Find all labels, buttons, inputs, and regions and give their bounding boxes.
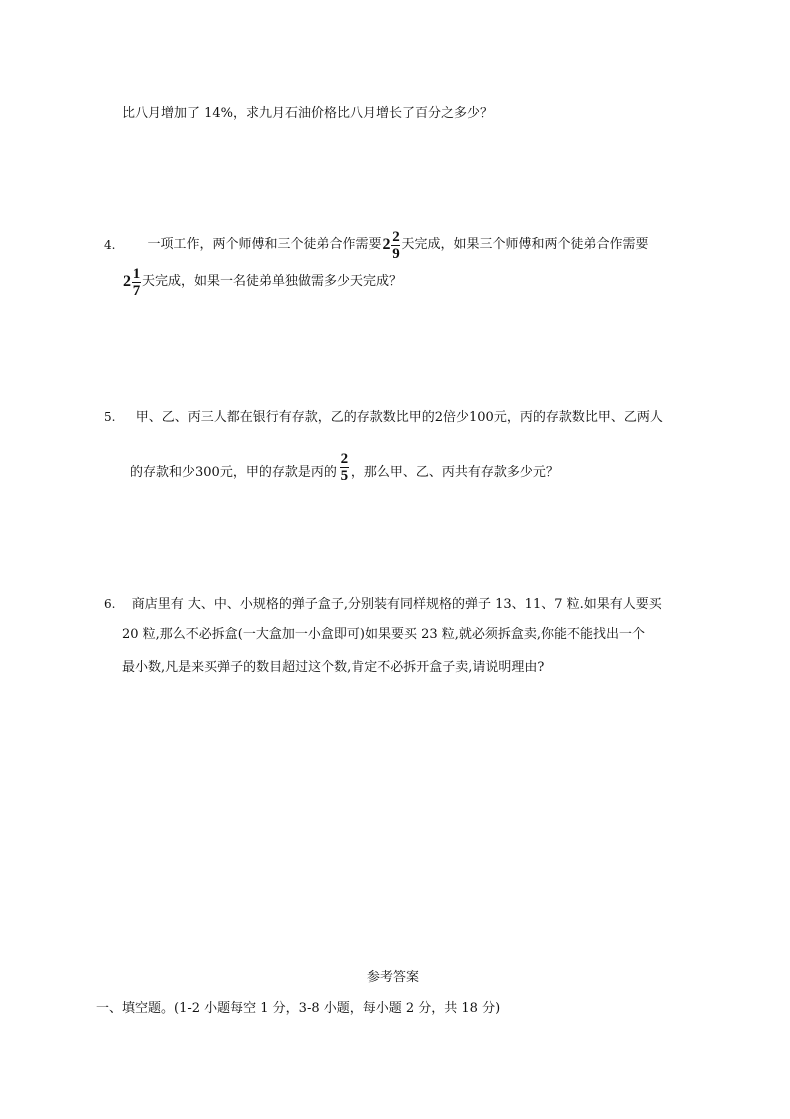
q4-line-2	[122, 267, 402, 297]
q4-text-a: 一项工作，两个师傅和三个徒弟合作需要	[147, 237, 382, 252]
q5-fraction	[340, 452, 349, 483]
answers-title: 参考答案	[367, 970, 420, 985]
q4-mixed-fraction-2	[123, 267, 141, 298]
q5-frac-numerator: 2	[340, 451, 349, 467]
q5-number: 5.	[104, 410, 116, 424]
q6-text-3: 最小数,凡是来买弹子的数目超过这个数,肯定不必拆开盒子卖,请说明理由?	[122, 660, 545, 675]
q4-text-b: 天完成，如果三个师傅和两个徒弟合作需要	[401, 237, 649, 252]
q5-line-2	[130, 441, 559, 483]
q6-line-2	[122, 626, 645, 644]
q3-text: 比八月增加了 14%，求九月石油价格比八月增长了百分之多少？	[122, 106, 494, 121]
q6-text-1: 商店里有 大、中、小规格的弹子盒子,分别装有同样规格的弹子 13、11、7 粒.如果有人要买	[131, 597, 662, 612]
q3-continuation	[122, 105, 493, 123]
q6-line-3	[122, 659, 544, 677]
q4-frac1-numerator: 2	[392, 228, 400, 245]
q4-mixed-fraction-1	[382, 230, 400, 261]
q4-frac1-whole: 2	[382, 236, 391, 253]
q5-frac-denominator: 5	[340, 468, 349, 484]
q5-text-1: 甲、乙、丙三人都在银行有存款，乙的存款数比甲的2倍少100元，丙的存款数比甲、乙两人	[135, 410, 663, 425]
answers-section-1: 一、填空题。(1-2 小题每空 1 分，3-8 小题，每小题 2 分，共 18 分)	[96, 1001, 501, 1016]
q4-line-1	[104, 230, 648, 260]
q4-frac2-whole: 2	[123, 273, 131, 290]
q6-text-2: 20 粒,那么不必拆盒(一大盒加一小盒即可)如果要买 23 粒,就必须拆盒卖,你能不能找出一个	[122, 627, 646, 642]
q4-frac2-numerator: 1	[132, 265, 141, 282]
q4-frac2-denominator: 7	[132, 282, 141, 299]
q6-number: 6.	[104, 597, 116, 611]
q5-text-b: ，那么甲、乙、丙共有存款多少元？	[350, 465, 559, 480]
q6-line-1	[104, 595, 662, 614]
q5-text-a: 的存款和少300元，甲的存款是丙的	[130, 465, 337, 480]
q5-line-1	[104, 408, 663, 427]
q4-text-c: 天完成，如果一名徒弟单独做需多少天完成？	[142, 274, 403, 289]
q4-number: 4.	[104, 238, 116, 252]
q4-frac1-denominator: 9	[392, 245, 400, 262]
